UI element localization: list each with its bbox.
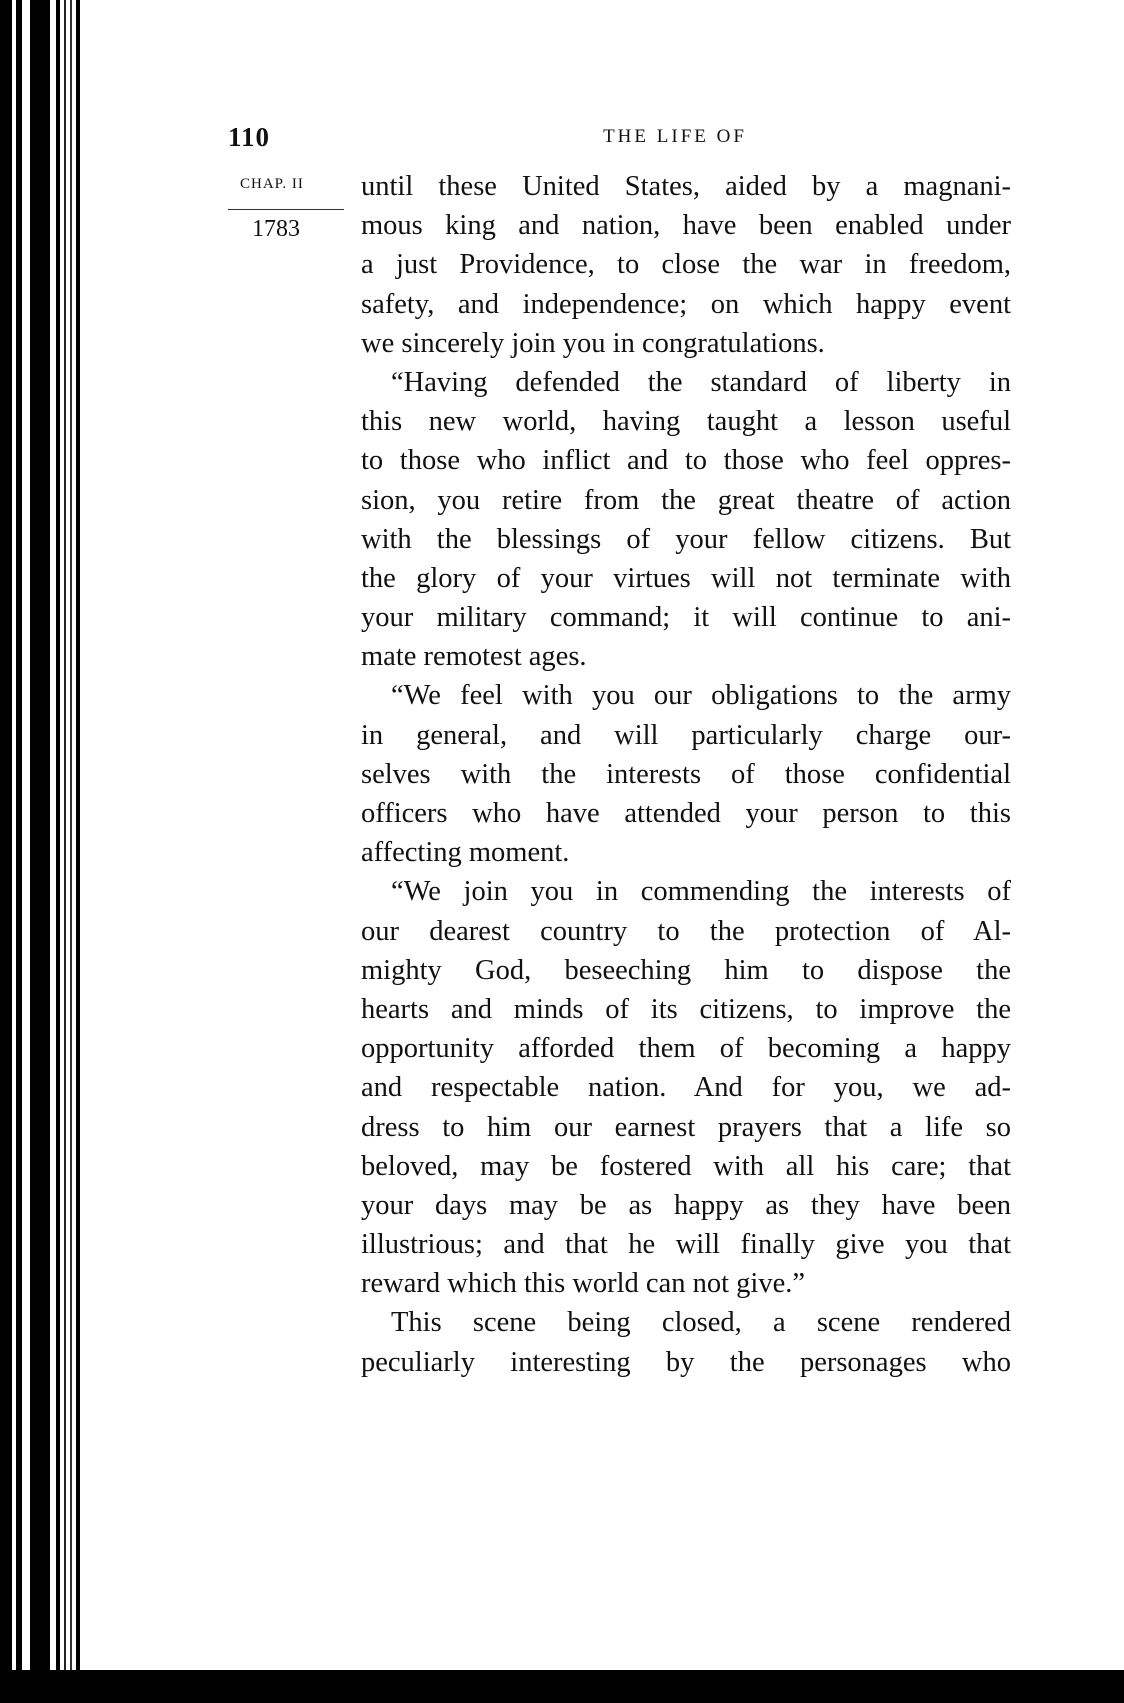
text-line: in general, and will particularly charge our-: [361, 719, 1011, 751]
text-line: a just Providence, to close the war in freedom,: [361, 249, 1011, 281]
text-line: with the blessings of your fellow citizens. But: [361, 523, 1011, 555]
text-line: This scene being closed, a scene rendered: [391, 1307, 1011, 1339]
text-line: beloved, may be fostered with all his care; that: [361, 1150, 1011, 1182]
text-line: officers who have attended your person to this: [361, 798, 1011, 829]
text-line: to those who inflict and to those who feel oppres-: [361, 445, 1011, 477]
text-line: “We join you in commending the interests of: [391, 876, 1011, 908]
text-line: “We feel with you our obligations to the army: [391, 680, 1011, 712]
text-line: the glory of your virtues will not terminate with: [361, 562, 1011, 594]
margin-chapter: CHAP. II: [240, 176, 304, 192]
text-line: your military command; it will continue to ani-: [361, 602, 1011, 634]
text-line: peculiarly interesting by the personages who: [361, 1346, 1011, 1378]
text-line: we sincerely join you in congratulations.: [361, 327, 825, 359]
text-line: mighty God, beseeching him to dispose the: [361, 954, 1011, 986]
text-line: until these United States, aided by a magnani-: [361, 171, 1011, 202]
margin-rule: [228, 209, 344, 210]
text-line: opportunity afforded them of becoming a happy: [361, 1033, 1011, 1065]
text-line: your days may be as happy as they have been: [361, 1189, 1011, 1221]
text-line: this new world, having taught a lesson useful: [361, 406, 1011, 438]
text-line: “Having defended the standard of liberty in: [391, 366, 1011, 398]
book-binding-edge: [0, 0, 90, 1703]
text-line: sion, you retire from the great theatre of action: [361, 484, 1011, 516]
text-line: and respectable nation. And for you, we ad-: [361, 1072, 1011, 1104]
running-head: THE LIFE OF: [603, 126, 747, 147]
margin-year: 1783: [252, 216, 300, 242]
text-line: hearts and minds of its citizens, to improve the: [361, 993, 1011, 1025]
text-line: our dearest country to the protection of Al-: [361, 915, 1011, 947]
text-line: dress to him our earnest prayers that a life so: [361, 1111, 1011, 1143]
text-line: illustrious; and that he will finally give you that: [361, 1229, 1011, 1261]
text-line: safety, and independence; on which happy event: [361, 288, 1011, 320]
text-line: reward which this world can not give.”: [361, 1268, 805, 1300]
scan-bottom-edge: [0, 1670, 1124, 1703]
text-line: mate remotest ages.: [361, 641, 587, 673]
body-text: [361, 167, 1011, 1382]
text-line: mous king and nation, have been enabled under: [361, 210, 1011, 242]
text-line: selves with the interests of those confidential: [361, 758, 1011, 790]
page-number: 110: [228, 122, 271, 152]
text-line: affecting moment.: [361, 837, 570, 869]
